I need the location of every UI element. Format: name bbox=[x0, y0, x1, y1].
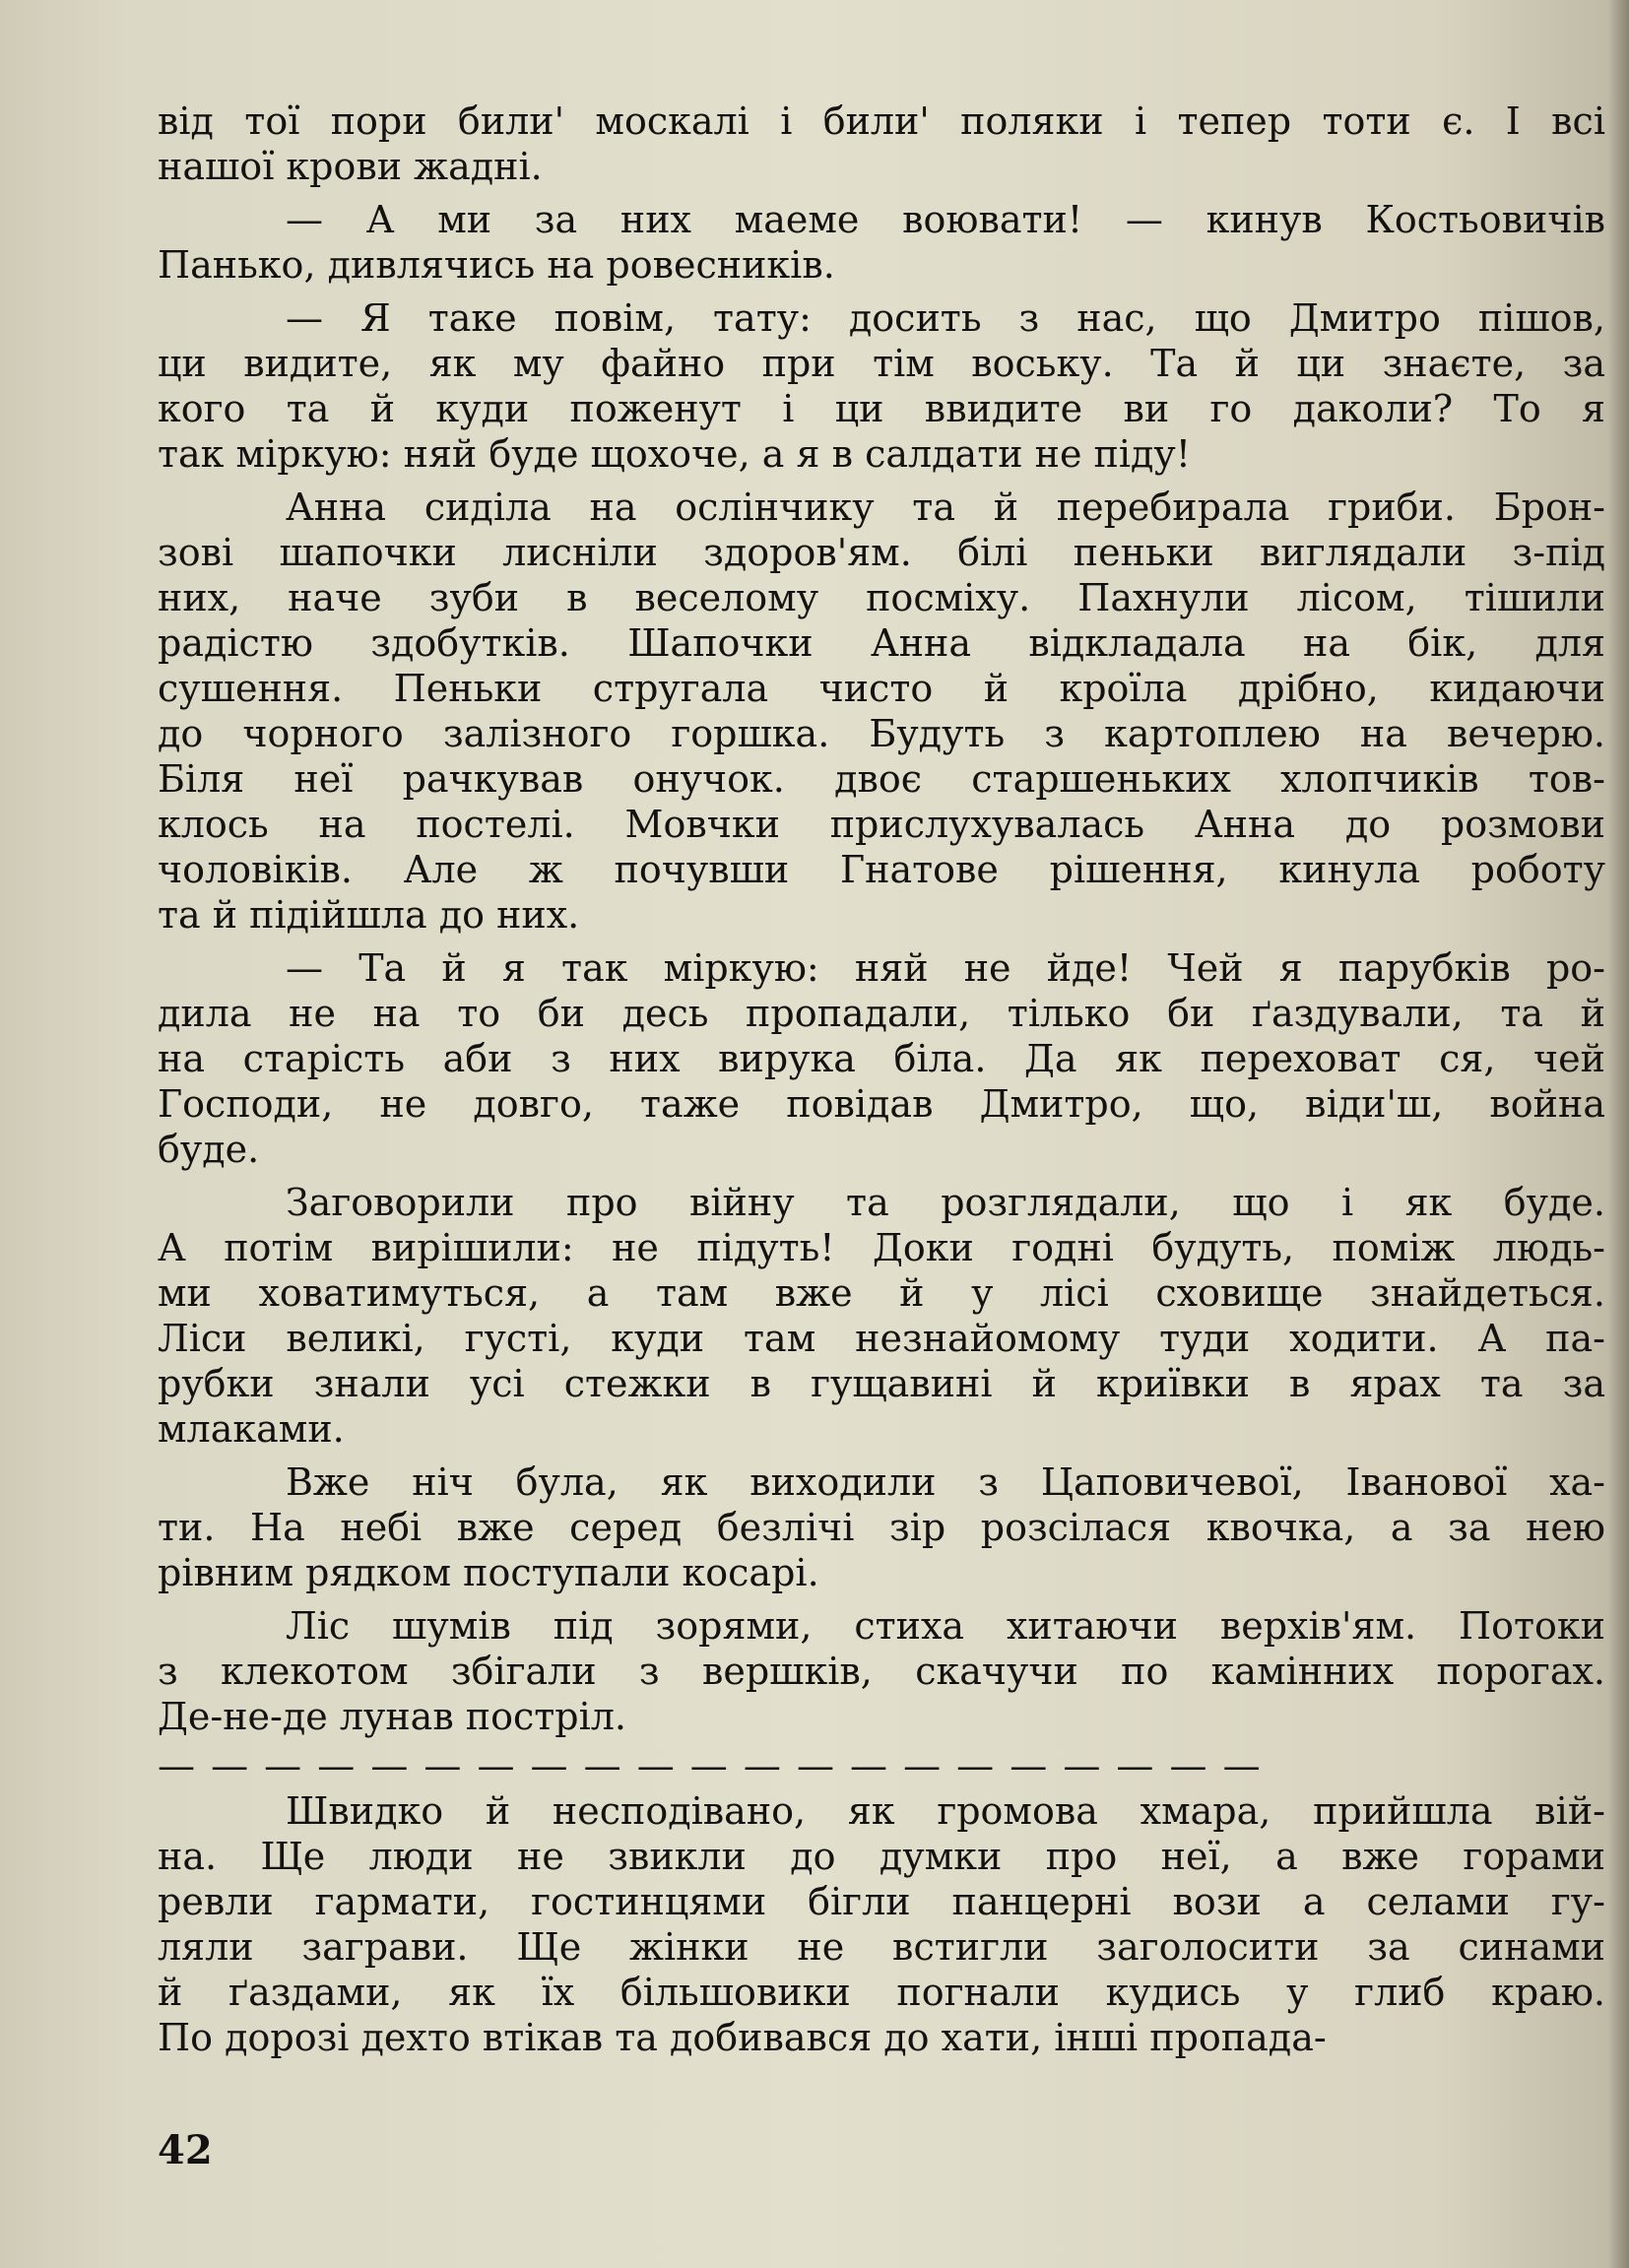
paragraph bbox=[158, 485, 1605, 938]
page-edge-shadow bbox=[1607, 0, 1629, 2268]
text-line: Де-не-де лунав постріл. bbox=[158, 1695, 627, 1738]
text-line: ляли заграви. Ще жінки не встигли заголосити за синами bbox=[158, 1925, 1605, 1969]
text-line: дила не на то би десь пропадали, тілько би ґаздували, та й bbox=[158, 992, 1605, 1035]
text-line: млаками. bbox=[158, 1407, 345, 1451]
text-line: А потім вирішили: не підуть! Доки годні будуть, поміж людь- bbox=[158, 1226, 1605, 1269]
text-line: рубки знали усі стежки в гущавині й криївки в ярах та за bbox=[158, 1362, 1605, 1405]
text-line: Заговорили про війну та розглядали, що і як буде. bbox=[286, 1181, 1605, 1224]
paragraph-gap bbox=[158, 288, 1605, 295]
text-line: чоловіків. Але ж почувши Гнатове рішення, кинула роботу bbox=[158, 848, 1605, 891]
text-line: Господи, не довго, таже повідав Дмитро, що, віди'ш, война bbox=[158, 1082, 1605, 1126]
text-line: Біля неї рачкував онучок. двоє старшеньких хлопчиків тов- bbox=[158, 757, 1605, 801]
text-line: кого та й куди поженут і ци ввидите ви го даколи? То я bbox=[158, 387, 1605, 430]
text-line: нашої крови жадні. bbox=[158, 145, 543, 188]
text-line: на старість аби з них вирука біла. Да як переховат ся, чей bbox=[158, 1037, 1605, 1080]
paragraph-gap bbox=[158, 938, 1605, 945]
text-line: них, наче зуби в веселому посміху. Пахнули лісом, тішили bbox=[158, 576, 1605, 619]
paragraph bbox=[158, 1603, 1605, 1739]
paragraph bbox=[158, 98, 1605, 189]
text-line: ревли гармати, гостинцями бігли панцерні вози а селами гу- bbox=[158, 1880, 1605, 1923]
text-line: буде. bbox=[158, 1128, 260, 1171]
paragraph-gap bbox=[158, 477, 1605, 485]
paragraph-gap bbox=[158, 1595, 1605, 1603]
text-line: ти. На небі вже серед безлічі зір розсілася квочка, а за нею bbox=[158, 1506, 1605, 1549]
text-line: — А ми за них маеме воювати! — кинув Костьовичів bbox=[286, 198, 1605, 241]
text-line: сушення. Пеньки стругала чисто й кроїла дрібно, кидаючи bbox=[158, 667, 1605, 710]
text-line: Вже ніч була, як виходили з Цаповичевої, Іванової ха- bbox=[286, 1460, 1605, 1504]
text-line: та й підійшла до них. bbox=[158, 893, 580, 937]
text-line: від тої пори били' москалі і били' поляки і тепер тоти є. І всі bbox=[158, 99, 1605, 143]
text-line: — Та й я так міркую: няй не йде! Чей я парубків ро- bbox=[286, 946, 1605, 990]
text-line: рівним рядком поступали косарі. bbox=[158, 1551, 819, 1594]
paragraph bbox=[158, 1459, 1605, 1595]
text-line: — Я таке повім, тату: досить з нас, що Дмитро пішов, bbox=[286, 296, 1605, 340]
paragraph bbox=[158, 1180, 1605, 1452]
text-line: радістю здобутків. Шапочки Анна відкладала на бік, для bbox=[158, 621, 1605, 665]
text-line: так міркую: няй буде щохоче, а я в салдати не піду! bbox=[158, 432, 1192, 476]
text-line: й ґаздами, як їх більшовики погнали кудись у глиб краю. bbox=[158, 1971, 1605, 2014]
page-number: 42 bbox=[158, 2127, 213, 2173]
text-line: зові шапочки лисніли здоров'ям. білі пеньки виглядали з-під bbox=[158, 531, 1605, 574]
paragraph bbox=[158, 197, 1605, 288]
text-after-separator bbox=[158, 1788, 1605, 2060]
paragraph-gap bbox=[158, 189, 1605, 197]
text-line: клось на постелі. Мовчки прислухувалась Анна до розмови bbox=[158, 803, 1605, 846]
paragraph bbox=[158, 295, 1605, 477]
text-line: ци видите, як му файно при тім воську. Та й ци знаєте, за bbox=[158, 342, 1605, 385]
text-line: на. Ще люди не звикли до думки про неї, а вже горами bbox=[158, 1835, 1605, 1878]
text-line: Ліси великі, густі, куди там незнайомому туди ходити. А па- bbox=[158, 1317, 1605, 1360]
text-line: Панько, дивлячись на ровесників. bbox=[158, 243, 835, 287]
paragraph-gap bbox=[158, 1452, 1605, 1459]
text-before-separator bbox=[158, 98, 1605, 1739]
text-line: По дорозі дехто втікав та добивався до хати, інші пропада- bbox=[158, 2016, 1327, 2059]
body-text bbox=[158, 98, 1605, 2060]
text-line: Анна сиділа на ослінчику та й перебирала гриби. Брон- bbox=[286, 486, 1605, 529]
paragraph bbox=[158, 945, 1605, 1172]
text-line: Ліс шумів під зорями, стиха хитаючи верхів'ям. Потоки bbox=[286, 1604, 1605, 1648]
text-line: Швидко й несподівано, як громова хмара, прийшла вій- bbox=[286, 1789, 1605, 1833]
text-line: до чорного залізного горшка. Будуть з картоплею на вечерю. bbox=[158, 712, 1605, 755]
paragraph-gap bbox=[158, 1172, 1605, 1180]
text-line: ми ховатимуться, а там вже й у лісі сховище знайдеться. bbox=[158, 1271, 1605, 1315]
paragraph bbox=[158, 1788, 1605, 2060]
section-separator: — — — — — — — — — — — — — — — — — — — — — bbox=[158, 1744, 1263, 1787]
text-line: з клекотом збігали з вершків, скачучи по камінних порогах. bbox=[158, 1650, 1605, 1693]
